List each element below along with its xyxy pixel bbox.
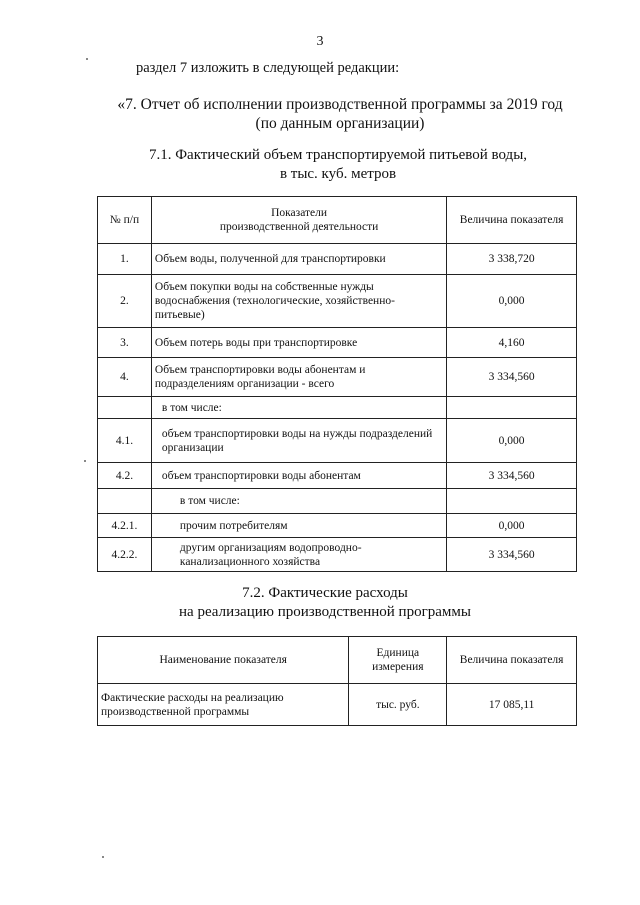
row-value	[447, 397, 577, 419]
row-unit: тыс. руб.	[349, 684, 447, 726]
row-label: прочим потребителям	[151, 514, 446, 538]
section-7-2-title	[25, 584, 625, 622]
section-7-1-title-line1: 7.1. Фактический объем транспортируемой питьевой воды,	[148, 147, 528, 163]
page-number: 3	[316, 34, 324, 49]
section-7-1-title	[38, 146, 638, 184]
table-row	[98, 538, 577, 572]
row-label: в том числе:	[151, 489, 446, 514]
row-value: 0,000	[447, 275, 577, 328]
section-7-1-title-line2: в тыс. куб. метров	[279, 166, 397, 182]
header-name: Наименование показателя	[98, 637, 349, 684]
expenses-table	[97, 636, 577, 726]
row-num: 4.2.	[98, 463, 152, 489]
header-indicator	[151, 197, 446, 244]
row-label: Объем покупки воды на собственные нужды водоснабжения (технологические, хозяйственно-питьевые)	[151, 275, 446, 328]
header-unit	[349, 637, 447, 684]
row-value	[447, 489, 577, 514]
intro-text: раздел 7 изложить в следующей редакции:	[136, 60, 400, 76]
row-label: в том числе:	[151, 397, 446, 419]
table-row	[98, 419, 577, 463]
table-row	[98, 328, 577, 358]
scan-mark	[102, 856, 104, 858]
section-7-title-line1: «7. Отчет об исполнении производственной программы за 2019 год	[117, 96, 563, 113]
row-num: 4.2.2.	[98, 538, 152, 572]
row-num	[98, 489, 152, 514]
row-num	[98, 397, 152, 419]
header-unit-line2: измерения	[372, 661, 424, 673]
row-value: 3 334,560	[447, 358, 577, 397]
row-name: Фактические расходы на реализацию производственной программы	[98, 684, 349, 726]
table-row	[98, 684, 577, 726]
scan-mark	[84, 460, 86, 462]
header-unit-line1: Единица	[376, 647, 420, 659]
row-value: 0,000	[447, 419, 577, 463]
header-num: № п/п	[98, 197, 152, 244]
row-label: другим организациям водопроводно-канализационного хозяйства	[151, 538, 446, 572]
section-7-title	[40, 95, 640, 133]
table-header-row	[98, 197, 577, 244]
water-volume-table	[97, 196, 577, 572]
header-indicator-line1: Показатели	[271, 207, 328, 219]
row-value: 3 338,720	[447, 244, 577, 275]
row-label: Объем воды, полученной для транспортировки	[151, 244, 446, 275]
header-indicator-line2: производственной деятельности	[219, 221, 379, 233]
table-row	[98, 514, 577, 538]
table-header-row	[98, 637, 577, 684]
row-value: 4,160	[447, 328, 577, 358]
row-num: 4.2.1.	[98, 514, 152, 538]
row-value: 17 085,11	[447, 684, 577, 726]
header-value: Величина показателя	[447, 637, 577, 684]
row-label: объем транспортировки воды абонентам	[151, 463, 446, 489]
row-num: 4.1.	[98, 419, 152, 463]
section-7-title-line2: (по данным организации)	[255, 115, 425, 132]
section-7-2-title-line2: на реализацию производственной программы	[179, 604, 471, 620]
table-row	[98, 489, 577, 514]
row-num: 3.	[98, 328, 152, 358]
row-value: 3 334,560	[447, 463, 577, 489]
table-row	[98, 275, 577, 328]
row-label: объем транспортировки воды на нужды подразделений организации	[151, 419, 446, 463]
row-value: 0,000	[447, 514, 577, 538]
scan-mark	[86, 58, 88, 60]
row-num: 1.	[98, 244, 152, 275]
header-value: Величина показателя	[447, 197, 577, 244]
row-num: 2.	[98, 275, 152, 328]
table-row	[98, 463, 577, 489]
row-num: 4.	[98, 358, 152, 397]
row-label: Объем потерь воды при транспортировке	[151, 328, 446, 358]
table-row	[98, 358, 577, 397]
table-row	[98, 397, 577, 419]
row-label: Объем транспортировки воды абонентам и подразделениям организации - всего	[151, 358, 446, 397]
section-7-2-title-line1: 7.2. Фактические расходы	[242, 585, 408, 601]
table-row	[98, 244, 577, 275]
row-value: 3 334,560	[447, 538, 577, 572]
